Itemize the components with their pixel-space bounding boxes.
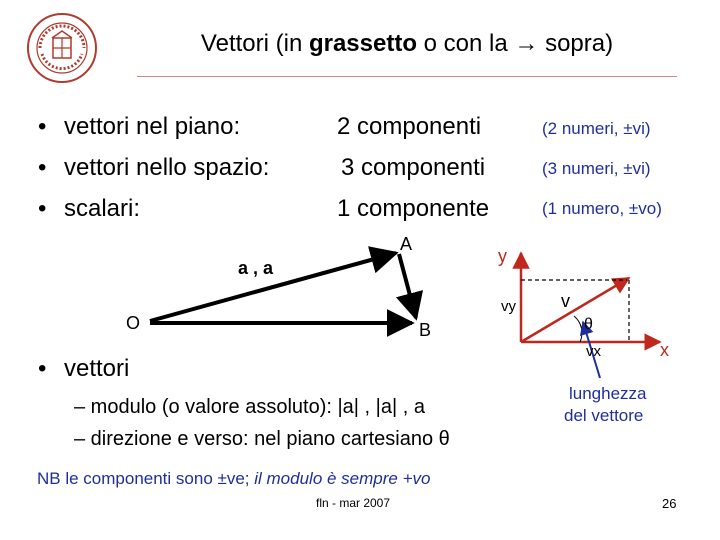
note-scalars: (1 numero, ±vo)	[542, 199, 662, 218]
y-axis-label: y	[498, 246, 507, 266]
vector-a-label: a , a	[238, 258, 274, 278]
bullet-label: vettori nello spazio:	[64, 154, 270, 181]
point-b-label: B	[419, 320, 432, 340]
bullet-label: vettori	[64, 355, 130, 382]
note-space: (3 numeri, ±vi)	[542, 159, 651, 178]
bullet-dot: •	[38, 113, 47, 140]
bullet-dot: •	[38, 154, 47, 181]
theta-arc	[574, 316, 582, 342]
page-number: 26	[662, 496, 677, 511]
point-a-label: A	[400, 234, 413, 254]
bullet-label: vettori nel piano:	[64, 113, 241, 140]
length-note-line2: del vettore	[564, 406, 644, 425]
theta-label: θ	[584, 316, 593, 333]
components-scalars: 1 componente	[337, 195, 490, 222]
v-label: v	[561, 291, 570, 311]
subpoint-direction: – direzione e verso: nel piano cartesiano θ	[74, 428, 450, 450]
nb-italic: il modulo è sempre +vo	[254, 469, 431, 488]
bullet-vectors	[38, 355, 129, 383]
title-text-bold: grassetto	[308, 30, 417, 57]
subpoint-modulus: – modulo (o valore assoluto): |a| , |a| , a	[74, 396, 425, 418]
vector-ab	[399, 254, 416, 318]
vector-v	[521, 278, 629, 342]
footer-text: fln - mar 2007	[316, 496, 391, 510]
vx-label: vx	[586, 343, 601, 360]
vy-label: vy	[501, 298, 516, 315]
point-o-label: O	[126, 313, 141, 333]
bullet-dot: •	[38, 355, 47, 382]
title-text-after: o con la → sopra)	[417, 30, 614, 57]
length-note-line1: lunghezza	[569, 384, 647, 403]
x-axis-label: x	[660, 340, 669, 360]
nb-prefix: NB le componenti sono ±ve;	[37, 469, 255, 488]
components-space: 3 componenti	[341, 154, 486, 181]
nb-note	[37, 469, 430, 489]
components-plane: 2 componenti	[337, 113, 482, 140]
bullet-label: scalari:	[64, 195, 141, 222]
title-text-before: Vettori (in	[200, 30, 309, 57]
note-plane: (2 numeri, ±vi)	[542, 119, 651, 138]
bullet-dot: •	[38, 195, 47, 222]
